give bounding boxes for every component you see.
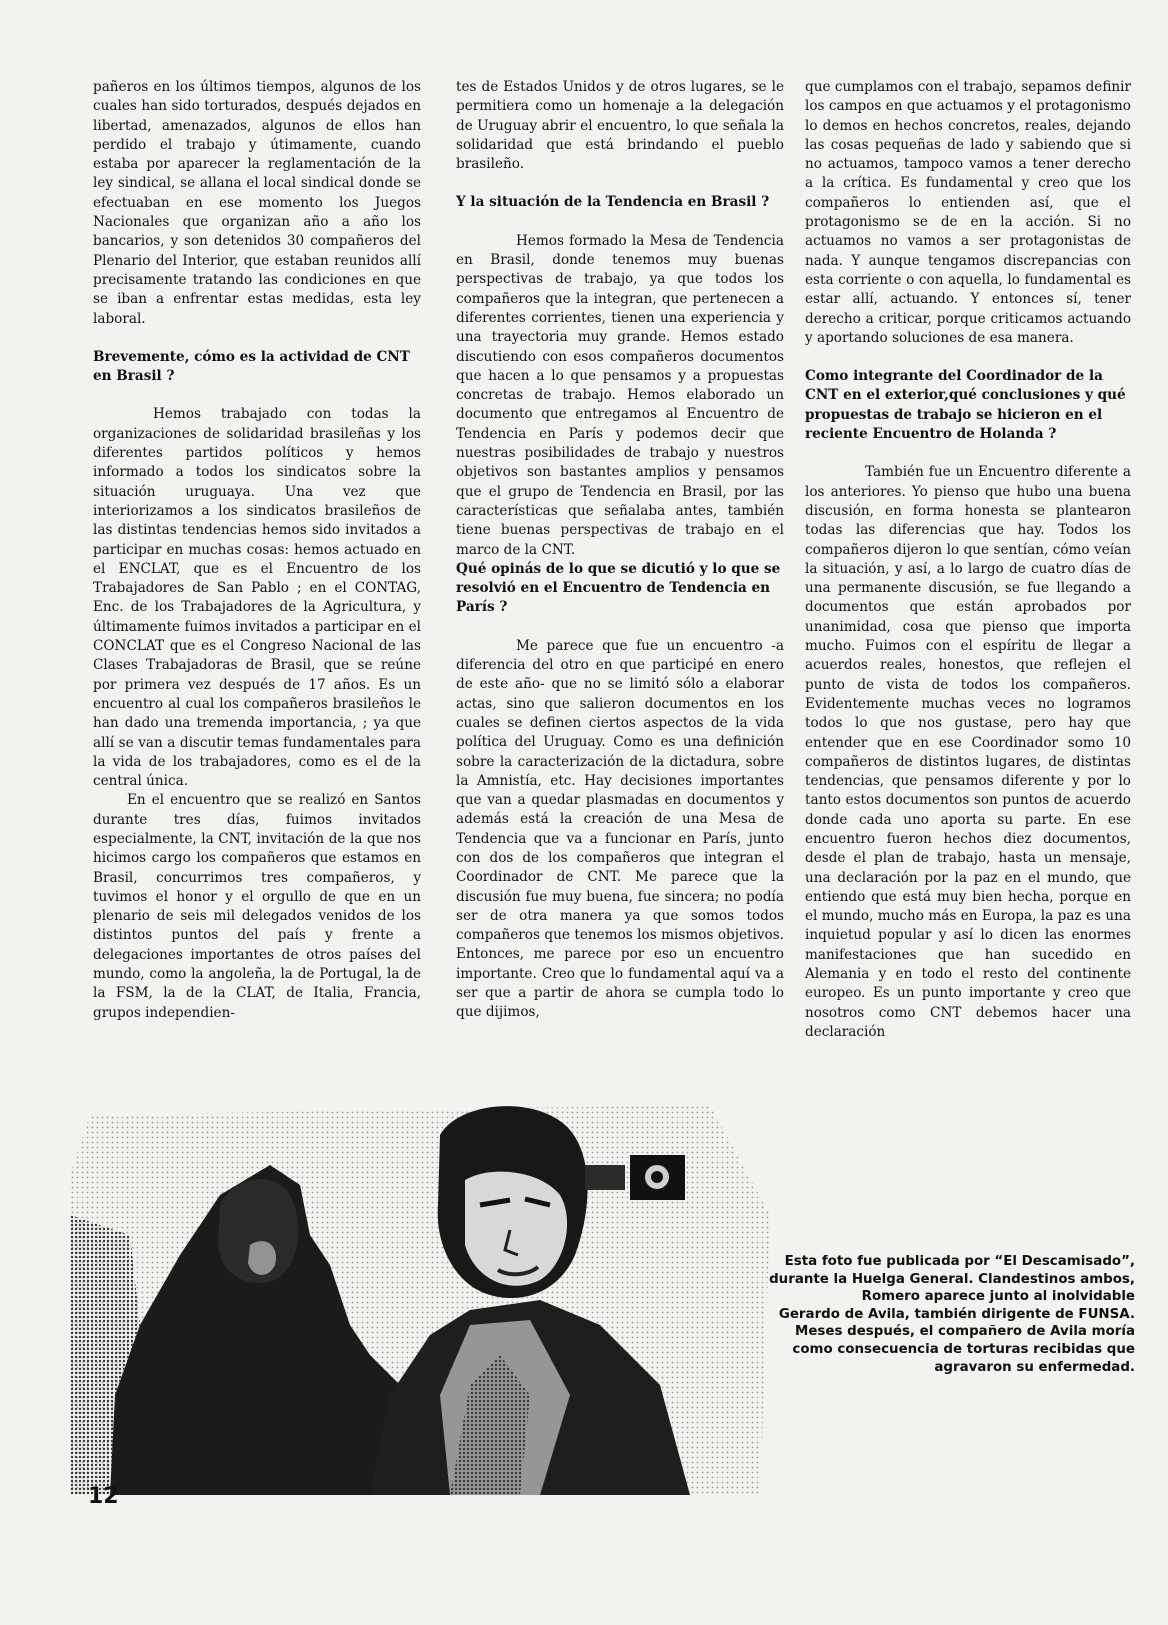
paragraph-gap: [456, 213, 784, 232]
paragraph-gap: [93, 329, 421, 348]
caption-line: Meses después, el compañero de Avila moría: [795, 1324, 1135, 1340]
paragraph-gap: [93, 386, 421, 405]
paragraph-gap: [456, 618, 784, 637]
caption-line: Romero aparece junto al inolvidable: [861, 1289, 1135, 1305]
paragraph-gap: [805, 444, 1131, 463]
paragraph-gap: [456, 174, 784, 193]
halftone-photo: [70, 1095, 770, 1495]
caption-line: Gerardo de Avila, también dirigente de FUNSA.: [778, 1306, 1135, 1322]
answer-paragraph: En el encuentro que se realizó en Santos durante tres días, fuimos invitados especialmente, la CNT, invitación de la que nos hicimos cargo los compañeros que estamos en Brasil, concurrimos tres compañeros, y tuvimos el honor y el orgullo de que en un plenario de seis mil delegados venidos de los distintos puntos del país y frente a delegaciones importantes de otros países del mundo, como la angoleña, la de Portugal, la de la FSM, la de la CLAT, de Italia, Francia, grupos independien-: [93, 792, 421, 1021]
answer-paragraph: Hemos formado la Mesa de Tendencia en Brasil, donde tenemos muy buenas perspectivas de trabajo, ya que todos los compañeros que la integran, que pertenecen a diferentes corrientes, tienen una experiencia y una trayectoria muy grande. Hemos estado discutiendo con esos compañeros documentos que hacen a lo que pensamos y a propuestas concretas de trabajo. Hemos elaborado un documento que entregamos al Encuentro de Tendencia en París y podemos decir que nuestras posibilidades de trabajo y nuestros objetivos son bastantes amplios y pensamos que el grupo de Tendencia en Brasil, por las características que señalaba antes, también tiene buenas perspectivas de trabajo en el marco de la CNT.: [456, 232, 784, 558]
interview-question: Qué opinás de lo que se dicutió y lo que se resolvió en el Encuentro de Tendencia en París ?: [456, 560, 781, 616]
answer-paragraph: Hemos trabajado con todas la organizaciones de solidaridad brasileñas y los diferentes partidos políticos y hemos informado a todos los sindicatos sobre la situación uruguaya. Una vez que interiorizamos a los sindicatos brasileños de las distintas tendencias hemos sido invitados a participar en muchas cosas: hemos actuado en el ENCLAT, que es el Encuentro de los Trabajadores de San Pablo ; en el CONTAG, Enc. de los Trabajadores de la Agricultura, y últimamente fuimos invitados a participar en el CONCLAT que es el Congreso Nacional de las Clases Trabajadoras de Brasil, que se reúne por primera vez después de 17 años. Es un encuentro al cual los compañeros brasileños le han dado una tremenda importancia, ; ya que allí se van a discutir temas fundamentales para la vida de los trabajadores, como es el de la central única.: [93, 406, 421, 790]
answer-paragraph: pañeros en los últimos tiempos, algunos de los cuales han sido torturados, después dejados en libertad, amenazados, algunos de ellos han perdido el trabajo y útimamente, cuando estaba por aparecer la reglamentación de la ley sindical, se allana el local sindical donde se efectuaban en ese momento los Juegos Nacionales que organizan año a año los bancarios, y son detenidos 30 compañeros del Plenario del Interior, que estaban reunidos allí precisamente tratando las condiciones en que se iban a enfrentar estas medidas, esta ley laboral.: [93, 79, 421, 327]
column-1: [93, 78, 421, 1023]
caption-line: agravaron su enfermedad.: [934, 1359, 1135, 1375]
page-number: 12: [88, 1484, 119, 1509]
caption-line: durante la Huelga General. Clandestinos ambos,: [769, 1271, 1135, 1287]
answer-paragraph: tes de Estados Unidos y de otros lugares, se le permitiera como un homenaje a la delegación de Uruguay abrir el encuentro, lo que señala la solidaridad que está brindando el pueblo brasileño.: [456, 79, 784, 173]
interview-question: Brevemente, cómo es la actividad de CNT en Brasil ?: [93, 348, 410, 385]
caption-line: como consecuencia de torturas recibidas que: [792, 1341, 1135, 1357]
interview-question: Y la situación de la Tendencia en Brasil ?: [456, 194, 770, 211]
column-2: [456, 78, 784, 1023]
caption-line: Esta foto fue publicada por “El Descamisado”,: [784, 1254, 1135, 1269]
answer-paragraph: Me parece que fue un encuentro -a diferencia del otro en que participé en enero de este año- que no se limitó sólo a elaborar actas, sino que salieron documentos en los cuales se definen ciertos aspectos de la vida política del Uruguay. Como es una definición sobre la caracterización de la dictadura, sobre la Amnistía, etc. Hay decisiones importantes que van a quedar plasmadas en documentos y además está la creación de una Mesa de Tendencia que va a funcionar en París, junto con dos de los compañeros que integran el Coordinador de CNT. Me parece que la discusión fue muy buena, fue sincera; no podía ser de otra manera ya que somos todos compañeros que tenemos los mismos objetivos. Entonces, me parece por eso un encuentro importante. Creo que lo fundamental aquí va a ser que a partir de ahora se cumpla todo lo que dijimos,: [456, 637, 784, 1021]
answer-paragraph: que cumplamos con el trabajo, sepamos definir los campos en que actuamos y el protagonismo lo demos en hechos concretos, reales, dejando las cosas pequeñas de lado y sabiendo que si no actuamos, tampoco vamos a tener derecho a la crítica. Es fundamental y creo que los compañeros lo entienden así, que el protagonismo se de en la acción. Si no actuamos no vamos a ser protagonistas de nada. Y aunque tengamos discrepancias con esta corriente o con aquella, lo fundamental es estar allí, actuando. Y entonces sí, tener derecho a criticar, porque criticamos actuando y aportando soluciones de esa manera.: [805, 79, 1131, 346]
interview-question: Como integrante del Coordinador de la CNT en el exterior,qué conclusiones y qué propuestas de trabajo se hicieron en el reciente Encuentro de Holanda ?: [805, 368, 1126, 443]
paragraph-gap: [805, 348, 1131, 367]
photo-caption: [720, 1253, 1135, 1376]
column-3: [805, 78, 1131, 1042]
answer-paragraph: También fue un Encuentro diferente a los anteriores. Yo pienso que hubo una buena discusión, en forma honesta se plantearon todas las diferencias que hay. Todos los compañeros dijeron lo que sentían, cómo veían la situación, y así, a lo largo de cuatro días de una permanente discusión, se fue llegando a documentos que están aprobados por unanimidad, cosa que pienso que importa mucho. Fuimos con el espíritu de llegar a acuerdos reales, honestos, que reflejen el punto de vista de todos los compañeros. Evidentemente muchas veces no logramos todos lo que nos gustase, pero hay que entender que en ese Coordinador somo 10 compañeros de distintos lugares, de distintas tendencias, que pensamos diferente y por lo tanto estos documentos son puntos de acuerdo donde cada uno aporta su parte. En ese encuentro fueron hechos diez documentos, desde el plan de trabajo, hasta un mensaje, una declaración por la paz en el mundo, que entiendo que está muy bien hecha, porque en el mundo, mucho más en Europa, la paz es una inquietud popular y así lo dicen las enormes manifestaciones que han sucedido en Alemania y en todo el resto del continente europeo. Es un punto importante y creo que nosotros como CNT debemos hacer una declaración: [805, 464, 1131, 1040]
